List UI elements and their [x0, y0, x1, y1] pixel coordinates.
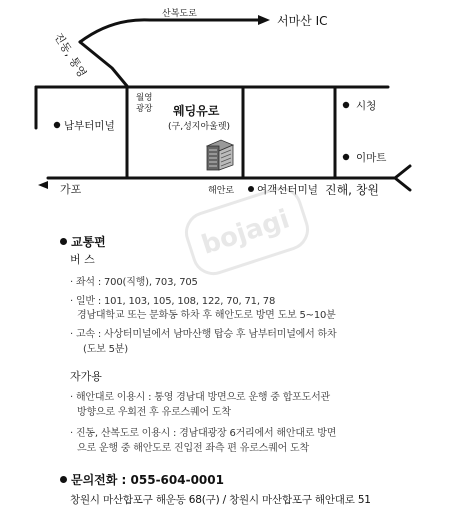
car-haean-line-2: 방향으로 우회전 후 유로스퀘어 도착: [77, 407, 231, 418]
label-cityhall: 시청: [356, 100, 377, 112]
car-jindong-line-1: · 진동, 산복도로 이용시 : 경남대광장 6거리에서 해안대로 방면: [70, 428, 337, 439]
label-wolyoung-1: 월영: [136, 93, 153, 103]
transit-title: [60, 233, 106, 250]
label-venue-subname: (구,성지아울렛): [168, 122, 231, 132]
bullet-icon: [60, 238, 67, 245]
arrow-jinhae-fork: [395, 166, 410, 190]
express-bus-note: (도보 5분): [83, 344, 128, 355]
label-haean-ro: 해안로: [208, 186, 235, 196]
label-emart: 이마트: [356, 152, 387, 164]
car-haean-line-1: · 해안대로 이용시 : 통영 경남대 방면으로 운행 중 합포도서관: [70, 392, 330, 403]
dot-cityhall: [343, 102, 349, 108]
contact-title: [60, 471, 224, 488]
label-seomasan-ic: 서마산 IC: [277, 14, 328, 28]
regular-bus-note: 경남대학교 또는 문화동 하차 후 해안도로 방면 도보 5~10분: [77, 310, 336, 321]
label-jinhae-changwon: 진해, 창원: [325, 183, 379, 197]
building-icon: [207, 140, 233, 170]
address: 창원시 마산합포구 해운동 68(구) / 창원시 마산합포구 해안대로 51: [70, 494, 371, 506]
label-sanbok: 산복도로: [162, 9, 197, 19]
label-wolyoung-2: 광장: [136, 104, 153, 114]
road-jindong: [80, 42, 127, 86]
dot-emart: [343, 154, 349, 160]
car-jindong-line-2: 으로 운행 중 해안도로 진입전 좌측 편 유로스퀘어 도착: [77, 443, 309, 454]
label-venue-name: 웨딩유로: [173, 104, 220, 118]
label-ferry-terminal: 여객선터미널: [257, 184, 318, 196]
express-bus-line: · 고속 : 사상터미널에서 남마산행 탑승 후 남부터미널에서 하차: [70, 329, 337, 340]
arrow-gapo: [38, 181, 48, 189]
label-jindong-tongyeong: 진동, 통영: [51, 30, 89, 80]
watermark-bojagi: [181, 183, 312, 278]
car-heading: 자가용: [70, 370, 102, 383]
dot-ferry: [248, 186, 254, 192]
label-gapo: 가포: [60, 183, 82, 196]
road-sanbok: [80, 20, 258, 42]
bullet-icon: [60, 476, 67, 483]
label-nambu-terminal: 남부터미널: [64, 120, 115, 132]
transit-title-text: 교통편: [71, 235, 106, 249]
regular-bus-line: · 일반 : 101, 103, 105, 108, 122, 70, 71, 78: [70, 296, 276, 307]
dot-nambu: [54, 122, 60, 128]
contact-title-text: 문의전화 : 055-604-0001: [71, 473, 224, 487]
watermark-text: bojagi: [197, 204, 294, 261]
seat-bus-line: · 좌석 : 700(직행), 703, 705: [70, 277, 198, 288]
arrow-seomasan: [258, 15, 270, 25]
bus-heading: 버 스: [70, 253, 95, 266]
